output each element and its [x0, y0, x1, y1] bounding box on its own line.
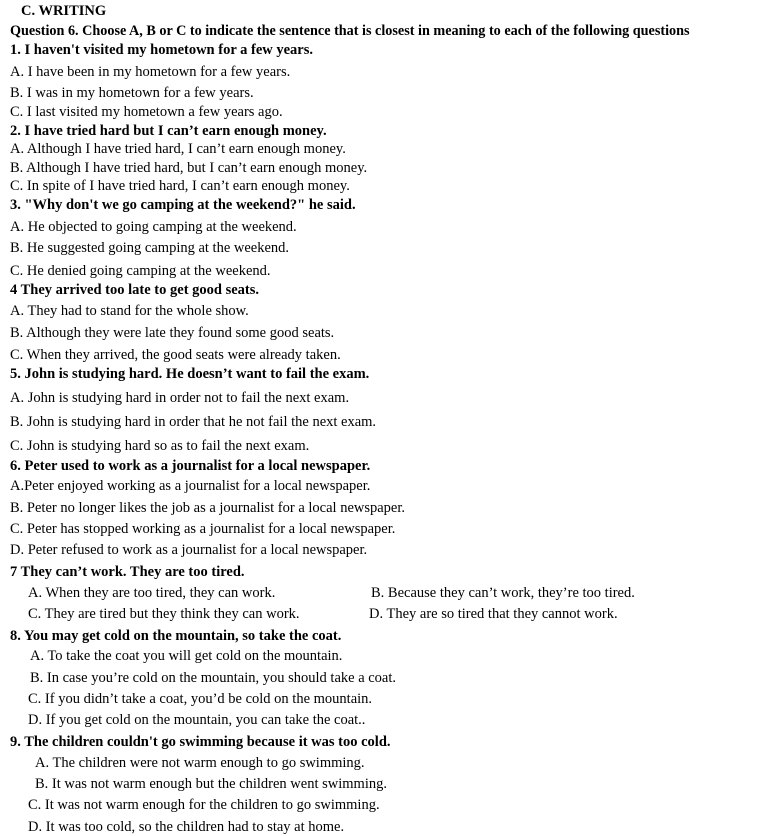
instruction: Question 6. Choose A, B or C to indicate the sentence that is closest in meaning to each of the following questions — [10, 23, 690, 39]
question-8-option-d: D. If you get cold on the mountain, you can take the coat.. — [28, 712, 366, 728]
question-6-prompt: 6. Peter used to work as a journalist for a local newspaper. — [10, 458, 371, 474]
question-5-option-b: B. John is studying hard in order that he not fail the next exam. — [10, 414, 377, 430]
question-6-option-a: A.Peter enjoyed working as a journalist for a local newspaper. — [10, 478, 371, 494]
question-7-option-b: B. Because they can’t work, they’re too tired. — [371, 585, 635, 601]
question-7-option-a: A. When they are too tired, they can work. — [28, 585, 276, 601]
question-1-prompt: 1. I haven't visited my hometown for a few years. — [10, 42, 313, 58]
question-4-option-c: C. When they arrived, the good seats were already taken. — [10, 347, 341, 363]
question-1-option-c: C. I last visited my hometown a few years ago. — [10, 104, 283, 120]
question-2-option-a: A. Although I have tried hard, I can’t earn enough money. — [10, 141, 346, 157]
question-8-option-b: B. In case you’re cold on the mountain, you should take a coat. — [30, 670, 397, 686]
question-3-option-a: A. He objected to going camping at the weekend. — [10, 219, 297, 235]
question-3-option-c: C. He denied going camping at the weekend. — [10, 263, 271, 279]
question-7-option-c: C. They are tired but they think they can work. — [28, 606, 300, 622]
question-1-option-a: A. I have been in my hometown for a few years. — [10, 64, 291, 80]
question-6-option-d: D. Peter refused to work as a journalist for a local newspaper. — [10, 542, 368, 558]
question-9-option-d: D. It was too cold, so the children had to stay at home. — [28, 819, 345, 835]
question-9-prompt: 9. The children couldn't go swimming because it was too cold. — [10, 734, 391, 750]
question-8-prompt: 8. You may get cold on the mountain, so take the coat. — [10, 628, 342, 644]
question-9-option-b: B. It was not warm enough but the children went swimming. — [35, 776, 387, 792]
question-1-option-b: B. I was in my hometown for a few years. — [10, 85, 254, 101]
question-4-option-a: A. They had to stand for the whole show. — [10, 303, 249, 319]
question-3-option-b: B. He suggested going camping at the weekend. — [10, 240, 290, 256]
question-7-option-d: D. They are so tired that they cannot work. — [369, 606, 618, 622]
question-6-option-c: C. Peter has stopped working as a journalist for a local newspaper. — [10, 521, 396, 537]
question-2-option-b: B. Although I have tried hard, but I can’t earn enough money. — [10, 160, 368, 176]
question-9-option-c: C. It was not warm enough for the children to go swimming. — [28, 797, 380, 813]
question-9-option-a: A. The children were not warm enough to go swimming. — [35, 755, 365, 771]
question-7-prompt: 7 They can’t work. They are too tired. — [10, 564, 245, 580]
question-5-prompt: 5. John is studying hard. He doesn’t want to fail the exam. — [10, 366, 370, 382]
question-2-prompt: 2. I have tried hard but I can’t earn enough money. — [10, 123, 327, 139]
question-5-option-c: C. John is studying hard so as to fail the next exam. — [10, 438, 310, 454]
question-8-option-a: A. To take the coat you will get cold on the mountain. — [30, 648, 343, 664]
question-6-option-b: B. Peter no longer likes the job as a journalist for a local newspaper. — [10, 500, 406, 516]
question-5-option-a: A. John is studying hard in order not to fail the next exam. — [10, 390, 350, 406]
question-4-option-b: B. Although they were late they found some good seats. — [10, 325, 335, 341]
question-2-option-c: C. In spite of I have tried hard, I can’t earn enough money. — [10, 178, 350, 194]
question-3-prompt: 3. "Why don't we go camping at the weekend?" he said. — [10, 197, 356, 213]
question-8-option-c: C. If you didn’t take a coat, you’d be cold on the mountain. — [28, 691, 373, 707]
question-4-prompt: 4 They arrived too late to get good seats. — [10, 282, 260, 298]
section-heading: C. WRITING — [21, 3, 107, 19]
